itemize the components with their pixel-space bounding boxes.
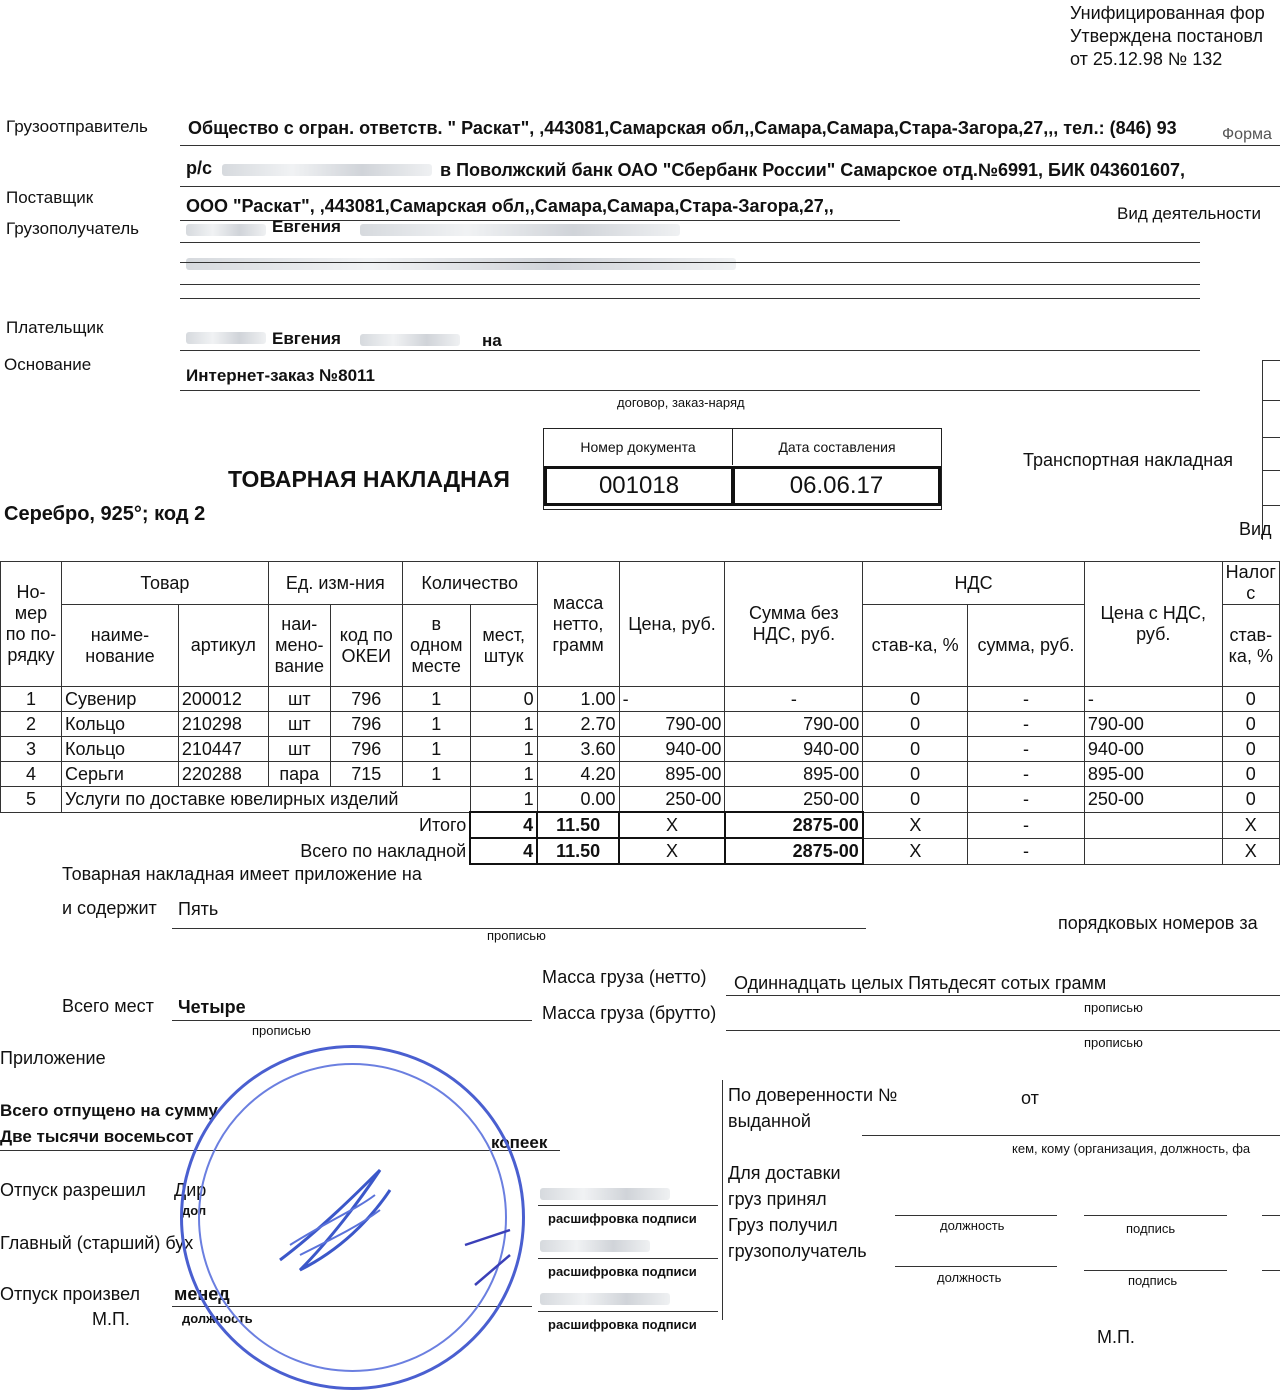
places-label: Всего мест xyxy=(62,996,154,1016)
places-value: Четыре xyxy=(178,997,246,1017)
transport-label: Транспортная накладная xyxy=(1023,450,1234,470)
mass-net-value: Одиннадцать целых Пятьдесят сотых грамм xyxy=(734,973,1107,993)
mass-gross-label: Масса груза (брутто) xyxy=(542,1003,717,1023)
header-vat: НДС xyxy=(863,562,1085,605)
delivery-position: должность xyxy=(940,1218,1005,1233)
release-done-position-hint: должность xyxy=(182,1311,253,1326)
header-quantity: Количество xyxy=(402,562,537,605)
table-row: 4 Серьги 220288 пара 715 1 1 4.20 895-00 895-00 0 - 895-00 0 xyxy=(1,762,1280,787)
header-price: Цена, руб. xyxy=(619,562,725,687)
released-sum-label: Всего отпущено на сумму xyxy=(0,1101,218,1120)
payer-label: Плательщик xyxy=(6,318,104,337)
grand-total-row: Всего по накладной 4 11.50 X 2875-00 X - X xyxy=(1,838,1280,864)
delivery-line2: груз принял xyxy=(728,1189,827,1209)
payer-value: Евгения xyxy=(272,329,341,348)
proxy-label: По доверенности № xyxy=(728,1085,898,1105)
appendix-line: Товарная накладная имеет приложение на xyxy=(62,864,422,884)
release-allowed-label: Отпуск разрешил xyxy=(0,1180,146,1200)
released-sum-value: Две тысячи восемьсот xyxy=(0,1127,194,1146)
header-unit: Ед. изм-ния xyxy=(268,562,402,605)
consignee-value: Евгения xyxy=(272,217,341,236)
doc-number-label: Номер документа xyxy=(544,429,733,465)
table-row: 2 Кольцо 210298 шт 796 1 1 2.70 790-00 790-00 0 - 790-00 0 xyxy=(1,712,1280,737)
issued-label: выданной xyxy=(728,1111,811,1131)
header-tax-rate: став-ка, % xyxy=(1222,605,1279,687)
header-price-vat: Цена с НДС, руб. xyxy=(1084,562,1222,687)
delivery-sign: подпись xyxy=(1126,1221,1176,1236)
doc-number-value: 001018 xyxy=(544,466,734,506)
table-row: 3 Кольцо 210447 шт 796 1 1 3.60 940-00 940-00 0 - 940-00 0 xyxy=(1,737,1280,762)
attachment-label: Приложение xyxy=(0,1048,106,1068)
contains-in-words: прописью xyxy=(487,928,546,943)
header-tax: Налог с xyxy=(1222,562,1279,605)
kopecks-label: копеек xyxy=(491,1133,548,1152)
release-done-label: Отпуск произвел xyxy=(0,1284,141,1304)
activity-label: Вид деятельности xyxy=(1117,204,1261,223)
mp-left: М.П. xyxy=(92,1309,130,1329)
release-allowed-decode: расшифровка подписи xyxy=(548,1211,697,1226)
shipper-form-label: Форма xyxy=(1222,126,1272,143)
header-per-place: в одном месте xyxy=(402,605,470,687)
doc-date-value: 06.06.17 xyxy=(732,466,941,506)
unified-form-line2: Утверждена постановл xyxy=(1070,26,1263,46)
received-line2: грузополучатель xyxy=(728,1241,867,1261)
proxy-from: от xyxy=(1021,1088,1039,1108)
document-subtitle: Серебро, 925°; код 2 xyxy=(4,503,206,525)
header-sum-novat: Сумма без НДС, руб. xyxy=(725,562,863,687)
basis-hint: договор, заказ-наряд xyxy=(617,395,745,410)
supplier-label: Поставщик xyxy=(6,188,94,207)
delivery-line1: Для доставки xyxy=(728,1163,841,1183)
mass-gross-in-words: прописью xyxy=(1084,1035,1143,1050)
basis-label: Основание xyxy=(4,355,92,374)
supplier-value: ООО "Раскат", ,443081,Самарская обл,,Самара,Самара,Стара-Загора,27,, xyxy=(186,196,834,216)
header-unit-name: наи-мено-вание xyxy=(268,605,330,687)
release-allowed-position-hint: дол xyxy=(182,1203,207,1218)
table-row: 5 Услуги по доставке ювелирных изделий 1 0.00 250-00 250-00 0 - 250-00 0 xyxy=(1,787,1280,813)
total-row: Итого 4 11.50 X 2875-00 X - X xyxy=(1,812,1280,838)
header-goods: Товар xyxy=(61,562,268,605)
received-sign: подпись xyxy=(1128,1273,1178,1288)
kind-label: Вид xyxy=(1239,519,1272,539)
unified-form-line3: от 25.12.98 № 132 xyxy=(1070,49,1223,69)
received-line1: Груз получил xyxy=(728,1215,838,1235)
received-position: должность xyxy=(937,1270,1002,1285)
document-title: ТОВАРНАЯ НАКЛАДНАЯ xyxy=(228,466,510,492)
grand-total-label: Всего по накладной xyxy=(300,841,467,861)
header-mass: масса нетто, грамм xyxy=(537,562,619,687)
release-allowed-position: Дир xyxy=(174,1180,207,1200)
header-number: Но-мер по по-рядку xyxy=(1,562,62,687)
chief-accountant-label: Главный (старший) бух xyxy=(0,1233,194,1253)
bank-value: в Поволжский банк ОАО "Сбербанк России" Самарское отд.№6991, БИК 043601607, xyxy=(440,160,1185,180)
shipper-label: Грузоотправитель xyxy=(6,117,148,136)
contains-value: Пять xyxy=(178,899,219,919)
issued-hint: кем, кому (организация, должность, фа xyxy=(1012,1141,1251,1156)
consignee-label: Грузополучатель xyxy=(6,219,139,238)
unified-form-line1: Унифицированная фор xyxy=(1070,3,1265,23)
document-number-box xyxy=(543,428,942,510)
signature-scribble-icon xyxy=(260,1150,520,1300)
total-label: Итого xyxy=(419,815,467,836)
mp-right: М.П. xyxy=(1097,1327,1135,1347)
table-row: 1 Сувенир 200012 шт 796 1 0 1.00 - - 0 - - 0 xyxy=(1,687,1280,712)
contains-label: и содержит xyxy=(62,898,157,918)
doc-date-label: Дата составления xyxy=(778,439,896,455)
chief-accountant-decode: расшифровка подписи xyxy=(548,1264,697,1279)
basis-value: Интернет-заказ №8011 xyxy=(186,366,375,385)
header-name: наиме-нование xyxy=(61,605,178,687)
header-places: мест, штук xyxy=(470,605,537,687)
payer-suffix: на xyxy=(482,331,502,350)
header-article: артикул xyxy=(178,605,268,687)
goods-table xyxy=(0,561,1280,865)
shipper-value: Общество с огран. ответств. " Раскат", ,443081,Самарская обл,,Самара,Самара,Стара-Загора,27,,, тел.: (846) 93 xyxy=(188,118,1177,138)
places-in-words: прописью xyxy=(252,1023,311,1038)
header-vat-sum: сумма, руб. xyxy=(968,605,1085,687)
serial-numbers-label: порядковых номеров за xyxy=(1058,913,1258,933)
bank-prefix: р/с xyxy=(186,158,213,178)
mass-net-label: Масса груза (нетто) xyxy=(542,967,707,987)
mass-net-in-words: прописью xyxy=(1084,1000,1143,1015)
release-done-decode: расшифровка подписи xyxy=(548,1317,697,1332)
header-vat-rate: став-ка, % xyxy=(863,605,968,687)
header-okei: код по ОКЕИ xyxy=(330,605,402,687)
release-done-position: менед xyxy=(174,1284,230,1304)
